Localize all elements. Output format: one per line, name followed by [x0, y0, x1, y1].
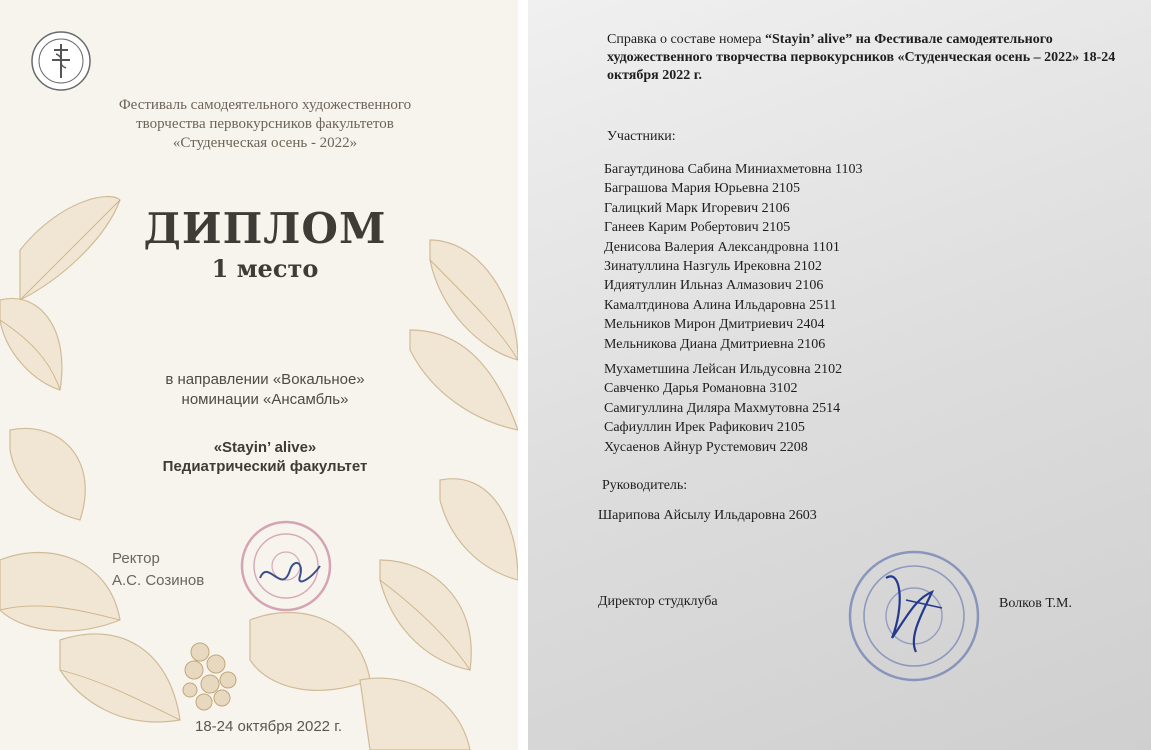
certificate-heading [607, 31, 1127, 85]
heading-prefix: Справка о составе номера [607, 32, 765, 47]
festival-line: творчества первокурсников факультетов [136, 116, 394, 132]
leader-label: Руководитель: [602, 478, 688, 493]
rector-label: Ректор [112, 550, 160, 567]
university-logo-icon [30, 30, 92, 92]
list-item: Багаутдинова Сабина Миниахметовна 1103 [604, 162, 863, 177]
diploma-title: ДИПЛОМ [143, 204, 387, 253]
list-item: Галицкий Марк Игоревич 2106 [604, 200, 790, 216]
direction-line: в направлении «Вокальное» [165, 371, 365, 388]
list-item: Мельников Мирон Дмитриевич 2404 [604, 317, 825, 333]
nomination-line: номинации «Ансамбль» [181, 391, 349, 408]
heading-bold: “Stayin’ alive” на Фестивале самодеятельного художественного творчества первокурсников «Студенческая осень – 2022» 18-24 октября 2022 г. [607, 32, 1116, 83]
diploma-direction [90, 370, 440, 410]
rector-block [112, 548, 204, 592]
list-item: Самигуллина Диляра Махмутовна 2514 [604, 400, 841, 416]
festival-name [90, 96, 440, 153]
certificate-page [528, 0, 1151, 750]
list-item: Зинатуллина Назгуль Ирековна 2102 [604, 259, 822, 275]
festival-line: Фестиваль самодеятельного художественного [118, 97, 412, 113]
list-item: Мельникова Диана Дмитриевна 2106 [604, 336, 826, 352]
faculty-name: Педиатрический факультет [162, 458, 368, 475]
rector-name: А.С. Созинов [112, 572, 205, 589]
list-item: Хусаенов Айнур Рустемович 2208 [604, 439, 808, 455]
diploma-act [90, 438, 440, 476]
diploma-place: 1 место [211, 254, 319, 283]
list-item: Сафиуллин Ирек Рафикович 2105 [604, 420, 805, 436]
director-name: Волков Т.М. [999, 596, 1072, 611]
participants-list [604, 160, 984, 457]
list-item: Денисова Валерия Александровна 1101 [604, 239, 840, 255]
list-item: Камалтдинова Алина Ильдаровна 2511 [604, 297, 837, 313]
official-stamp-icon [238, 518, 334, 614]
act-title: «Stayin’ alive» [213, 439, 317, 456]
list-item: Идиятуллин Ильназ Алмазович 2106 [604, 278, 824, 294]
participants-label: Участники: [607, 129, 676, 144]
page-divider [518, 0, 528, 750]
leader-name: Шарипова Айсылу Ильдаровна 2603 [598, 508, 817, 523]
list-item: Ганеев Карим Робертович 2105 [604, 220, 791, 236]
diploma-date: 18-24 октября 2022 г. [195, 718, 342, 735]
director-label: Директор студклуба [598, 594, 718, 609]
festival-line: «Студенческая осень - 2022» [172, 135, 358, 151]
diploma-page [0, 0, 518, 750]
list-item: Савченко Дарья Романовна 3102 [604, 381, 798, 397]
studclub-stamp-icon [846, 548, 982, 684]
list-item: Мухаметшина Лейсан Ильдусовна 2102 [604, 362, 843, 378]
list-item: Баграшова Мария Юрьевна 2105 [604, 181, 801, 197]
